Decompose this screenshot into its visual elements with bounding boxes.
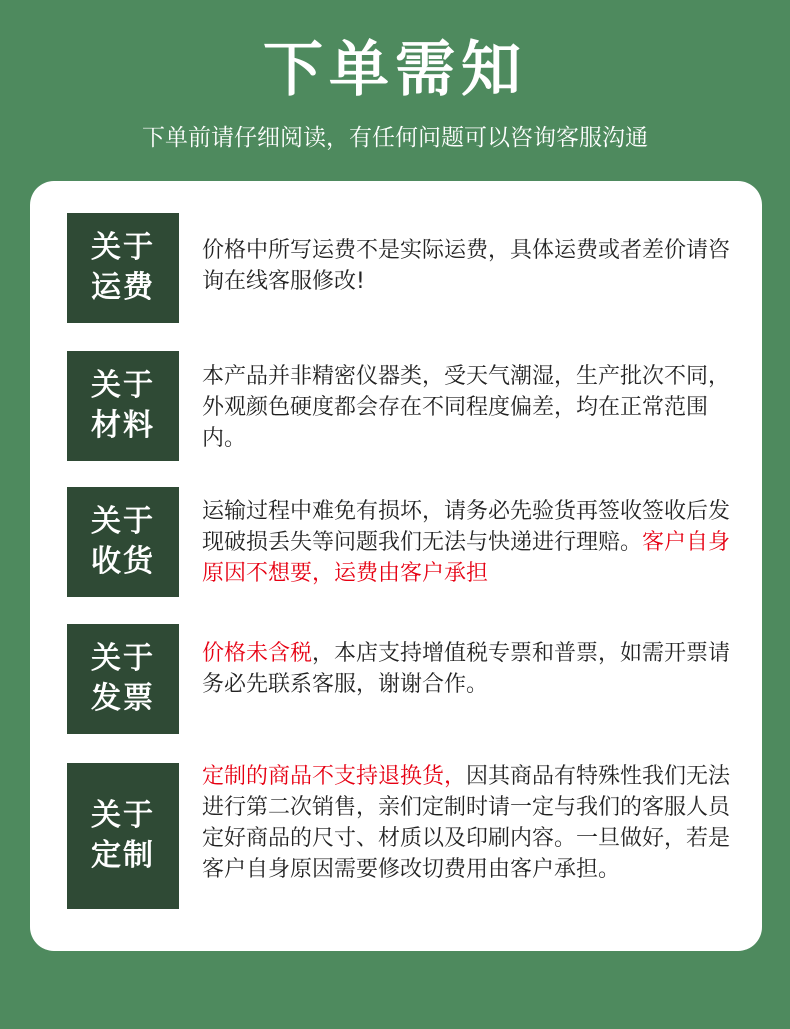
badge-line1: 关于 [91, 641, 155, 676]
body-text: 因其商品有特殊性我们无法进行第二次销售，亲们定制时请一定与我们的客服人员定好商品的尺寸、材质以及印刷内容。一旦做好，若是客户自身原因需要修改切费用由客户承担。 [202, 764, 731, 882]
badge-material [67, 351, 179, 461]
badge-line2: 收货 [91, 544, 155, 579]
page-subtitle: 下单前请仔细阅读，有任何问题可以咨询客服沟通 [142, 125, 648, 151]
page-title: 下单需知 [263, 35, 527, 105]
section-text [202, 496, 732, 589]
badge-line2: 定制 [91, 838, 155, 873]
badge-line1: 关于 [91, 504, 155, 539]
badge-line2: 发票 [91, 681, 155, 716]
badge-custom [67, 763, 179, 909]
body-text: ，本店支持增值税专票和普票，如需开票请务必先联系客服，谢谢合作。 [202, 641, 731, 697]
section-text [202, 638, 732, 700]
badge-delivery [67, 487, 179, 597]
badge-line1: 关于 [91, 798, 155, 833]
section-text [202, 235, 732, 297]
highlight-text: 价格未含税 [202, 641, 313, 666]
badge-line1: 关于 [91, 230, 155, 265]
section-text [202, 761, 732, 885]
badge-line2: 运费 [91, 270, 155, 305]
section-text [202, 361, 732, 454]
highlight-text: 定制的商品不支持退换货， [202, 764, 467, 789]
badge-shipping [67, 213, 179, 323]
body-text: 运输过程中难免有损坏，请务必先验货再签收签收后发现破损丢失等问题我们无法与快递进行理赔。 [202, 499, 731, 555]
notice-card [30, 181, 762, 951]
body-text: 价格中所写运费不是实际运费，具体运费或者差价请咨询在线客服修改! [202, 238, 731, 294]
badge-invoice [67, 624, 179, 734]
body-text: 本产品并非精密仪器类，受天气潮湿，生产批次不同，外观颜色硬度都会存在不同程度偏差，均在正常范围内。 [202, 364, 731, 451]
badge-line2: 材料 [91, 408, 155, 443]
highlight-tail-text: 客户自身原因不想要，运费由客户承担 [202, 530, 731, 586]
badge-line1: 关于 [91, 368, 155, 403]
